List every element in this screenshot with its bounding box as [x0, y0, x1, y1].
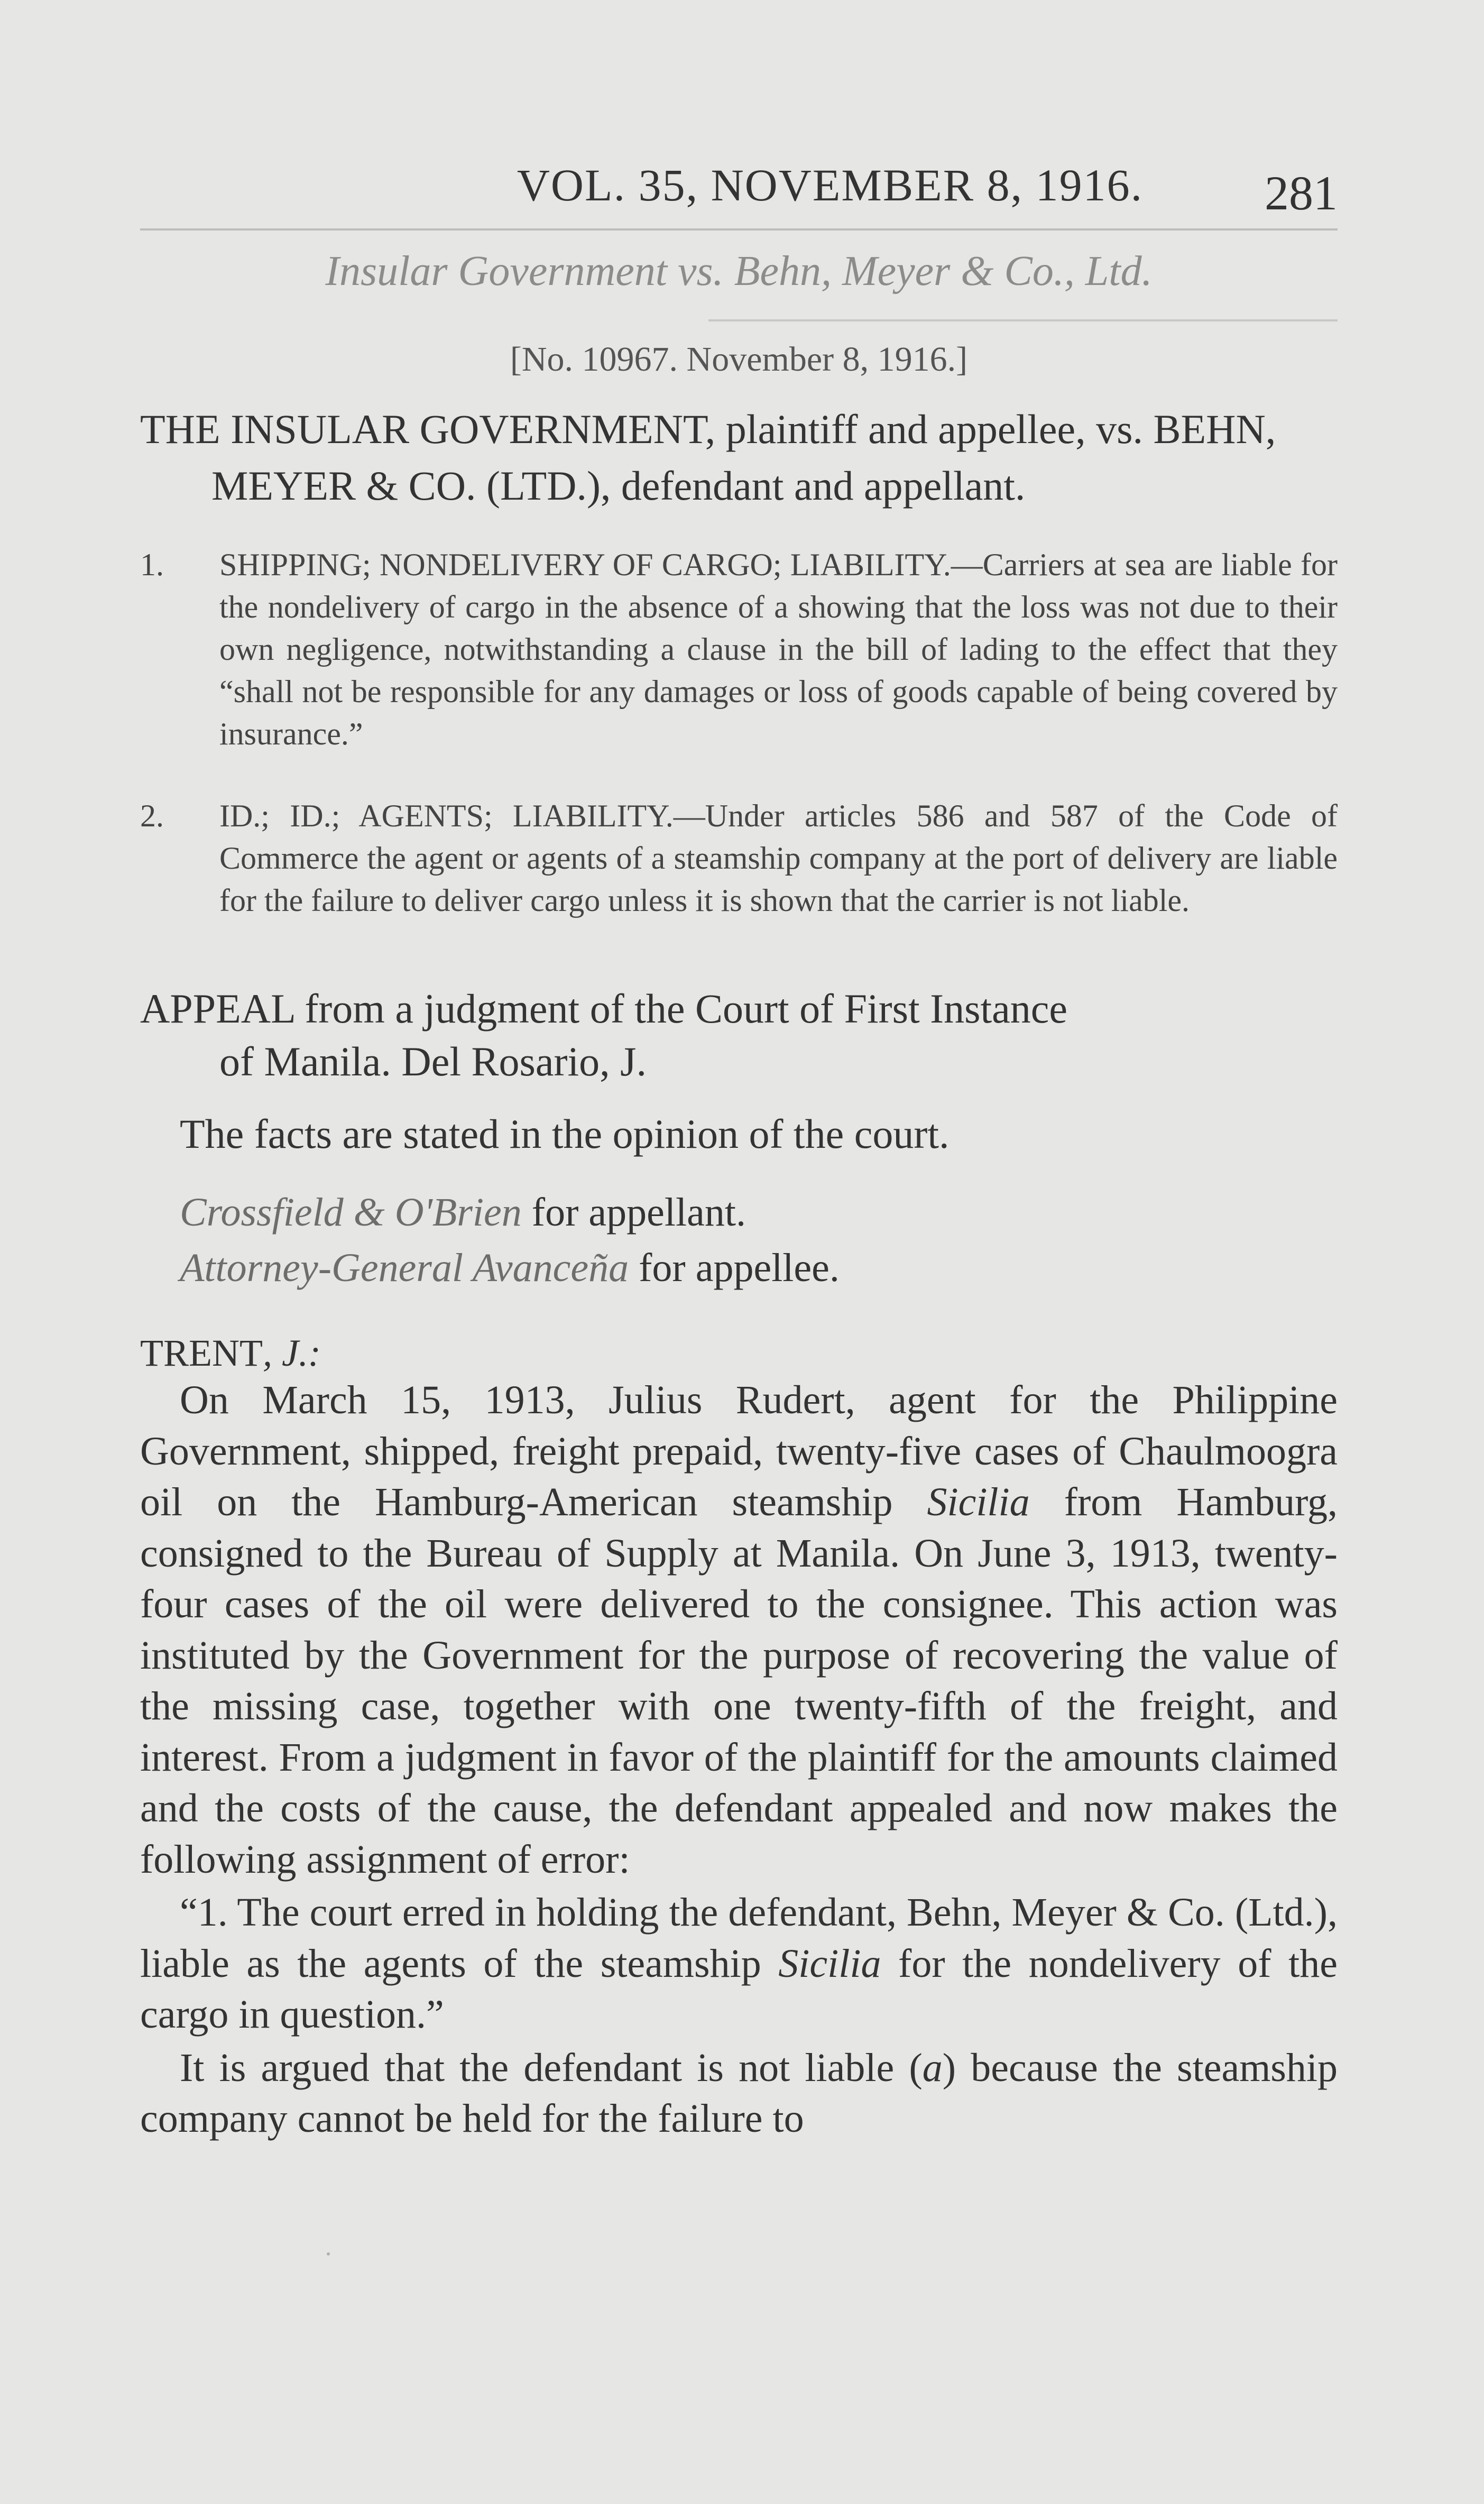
assignment-of-error [140, 1887, 1338, 2040]
running-head: VOL. 35, NOVEMBER 8, 1916. [517, 160, 1144, 210]
syllabus-item-2 [140, 795, 1338, 922]
syllabus-headnote: ID.; ID.; AGENTS; LIABILITY. [219, 798, 674, 833]
appeal-statement [140, 982, 1338, 1088]
syllabus-number: 2. [140, 798, 164, 833]
opinion-paragraph [140, 2042, 1338, 2144]
counsel-role: for appellant. [531, 1190, 746, 1235]
page-number: 281 [1265, 166, 1338, 220]
counsel-appellee [180, 1245, 1338, 1291]
opinion-text-run: for the nondelivery of the cargo in question.” [140, 1941, 1338, 2037]
appeal-line-1: APPEAL from a judgment of the Court of First Instance [140, 986, 1068, 1032]
header-rule [140, 228, 1338, 231]
syllabus-number: 1. [140, 547, 164, 582]
syllabus-text: —Under articles 586 and 587 of the Code of Commerce the agent or agents of a steamship company at the port of delivery are liable for the failure to deliver cargo unless it is shown that the carrier is not liable. [219, 798, 1338, 918]
counsel-name: Attorney-General Avanceña [180, 1246, 629, 1290]
appeal-line-2: of Manila. Del Rosario, J. [219, 1038, 647, 1084]
opinion-text [140, 1375, 1338, 2144]
syllabus-headnote: SHIPPING; NONDELIVERY OF CARGO; LIABILITY. [219, 547, 951, 582]
opinion-text-run: ) because the steamship company cannot be held for the failure to [140, 2045, 1338, 2141]
case-short-title: Insular Government vs. Behn, Meyer & Co., Ltd. [325, 248, 1153, 294]
opinion-text-run: On March 15, 1913, Julius Rudert, agent for the Philippine Government, shipped, freight prepaid, twenty-five cases of Chaulmoogra oil on the Hamburg-American steamship [140, 1378, 1338, 1524]
parties-line-1: THE INSULAR GOVERNMENT, plaintiff and appellee, vs. BEHN, [140, 406, 1276, 452]
judge-heading [140, 1331, 321, 1375]
facts-statement: The facts are stated in the opinion of the court. [180, 1111, 950, 1157]
page-header [140, 159, 1338, 220]
judge-suffix: , J.: [262, 1332, 321, 1374]
opinion-text-run: “1. The court erred in holding the defendant, Behn, Meyer & Co. (Ltd.), liable as the agents of the steamship [140, 1890, 1338, 1986]
syllabus-text: —Carriers at sea are liable for the nondelivery of cargo in the absence of a showing that the loss was not due to their own negligence, notwithstanding a clause in the bill of lading to the effect that they “shall not be responsible for any damages or loss of goods capable of being covered by insurance.” [219, 547, 1338, 751]
docket-number: [No. 10967. November 8, 1916.] [510, 340, 968, 379]
enumeration-letter: a [922, 2045, 943, 2090]
case-parties [140, 401, 1338, 514]
counsel-role: for appellee. [639, 1246, 840, 1290]
subhead-rule [708, 319, 1338, 321]
opinion-text-run: from Hamburg, consigned to the Bureau of Supply at Manila. On June 3, 1913, twenty-four cases of the oil were delivered to the consignee. This action was instituted by the Government for the purpose of recovering the value of the missing case, together with one twenty-fifth of the freight, and interest. From a judgment in favor of the plaintiff for the amounts claimed and the costs of the cause, the defendant appealed and now makes the following assignment of error: [140, 1480, 1338, 1882]
parties-line-2: MEYER & CO. (LTD.), defendant and appellant. [211, 463, 1026, 509]
paper-speck [327, 2252, 330, 2256]
opinion-text-run: It is argued that the defendant is not liable ( [180, 2045, 923, 2090]
ship-name: Sicilia [927, 1480, 1030, 1524]
counsel-appellant [180, 1190, 1338, 1236]
judge-name: TRENT [140, 1332, 263, 1374]
syllabus-item-1 [140, 544, 1338, 755]
counsel-name: Crossfield & O'Brien [180, 1190, 522, 1235]
opinion-paragraph [140, 1375, 1338, 1885]
ship-name: Sicilia [778, 1941, 881, 1986]
